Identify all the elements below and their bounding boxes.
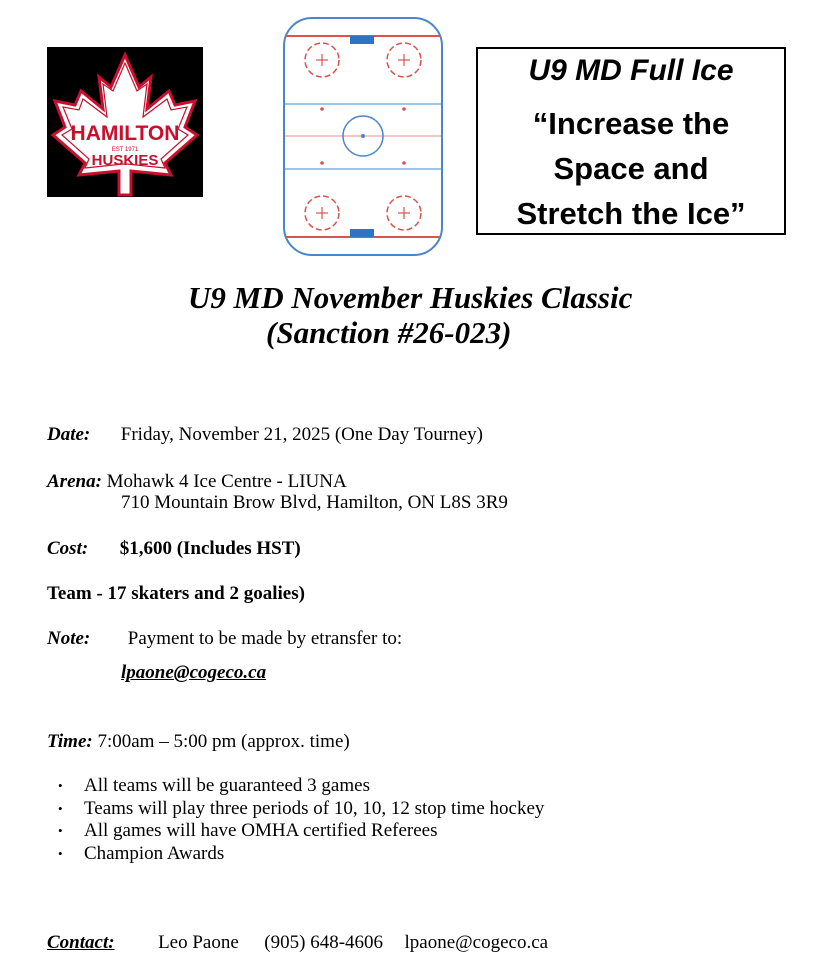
logo-text-mid: EST 1971 xyxy=(111,147,139,153)
date-label: Date: xyxy=(47,424,91,445)
logo-text-bottom: HUSKIES xyxy=(91,152,159,169)
headline-slogan xyxy=(478,101,784,236)
features-list xyxy=(47,775,544,865)
list-item: • Teams will play three periods of 10, 10, 12 stop time hockey xyxy=(47,798,544,821)
headline-line-4: Stretch the Ice” xyxy=(516,196,746,231)
payment-email[interactable]: lpaone@cogeco.ca xyxy=(121,662,267,683)
list-item: • Champion Awards xyxy=(47,843,544,866)
list-item: • All games will have OMHA certified Referees xyxy=(47,820,544,843)
contact-phone: (905) 648-4606 xyxy=(264,932,384,953)
cost-row xyxy=(47,538,301,560)
contact-name: Leo Paone xyxy=(158,932,239,953)
payment-email-link[interactable] xyxy=(121,662,266,684)
hockey-rink-icon xyxy=(282,16,444,257)
headline-line-3: Space and xyxy=(553,151,709,186)
arena-address: 710 Mountain Brow Blvd, Hamilton, ON L8S 3R9 xyxy=(121,492,508,513)
hamilton-huskies-logo xyxy=(47,47,203,197)
time-value: 7:00am – 5:00 pm (approx. time) xyxy=(97,731,350,752)
arena-label: Arena: xyxy=(47,471,102,492)
cost-label: Cost: xyxy=(47,538,89,559)
arena-row xyxy=(47,471,347,493)
date-row xyxy=(47,424,483,446)
time-label: Time: xyxy=(47,731,93,752)
event-sanction: (Sanction #26-023) xyxy=(266,315,512,350)
list-item: • All teams will be guaranteed 3 games xyxy=(47,775,544,798)
team-info: Team - 17 skaters and 2 goalies) xyxy=(47,583,305,604)
headline-line-2: “Increase the xyxy=(532,106,730,141)
logo-text-top: HAMILTON xyxy=(70,122,180,145)
note-label: Note: xyxy=(47,628,91,649)
headline-line-1: U9 MD Full Ice xyxy=(528,54,734,87)
event-title: U9 MD November Huskies Classic xyxy=(188,280,633,315)
cost-value: $1,600 (Includes HST) xyxy=(119,538,301,559)
date-value: Friday, November 21, 2025 (One Day Tourney) xyxy=(120,424,483,445)
note-value: Payment to be made by etransfer to: xyxy=(127,628,403,649)
time-row xyxy=(47,731,350,753)
arena-name: Mohawk 4 Ice Centre - LIUNA xyxy=(106,471,347,492)
contact-row xyxy=(47,932,548,954)
note-row xyxy=(47,628,402,650)
contact-label: Contact: xyxy=(47,932,115,953)
contact-email[interactable]: lpaone@cogeco.ca xyxy=(404,932,549,953)
headline-box xyxy=(476,47,786,235)
maple-leaf-icon xyxy=(47,47,203,197)
